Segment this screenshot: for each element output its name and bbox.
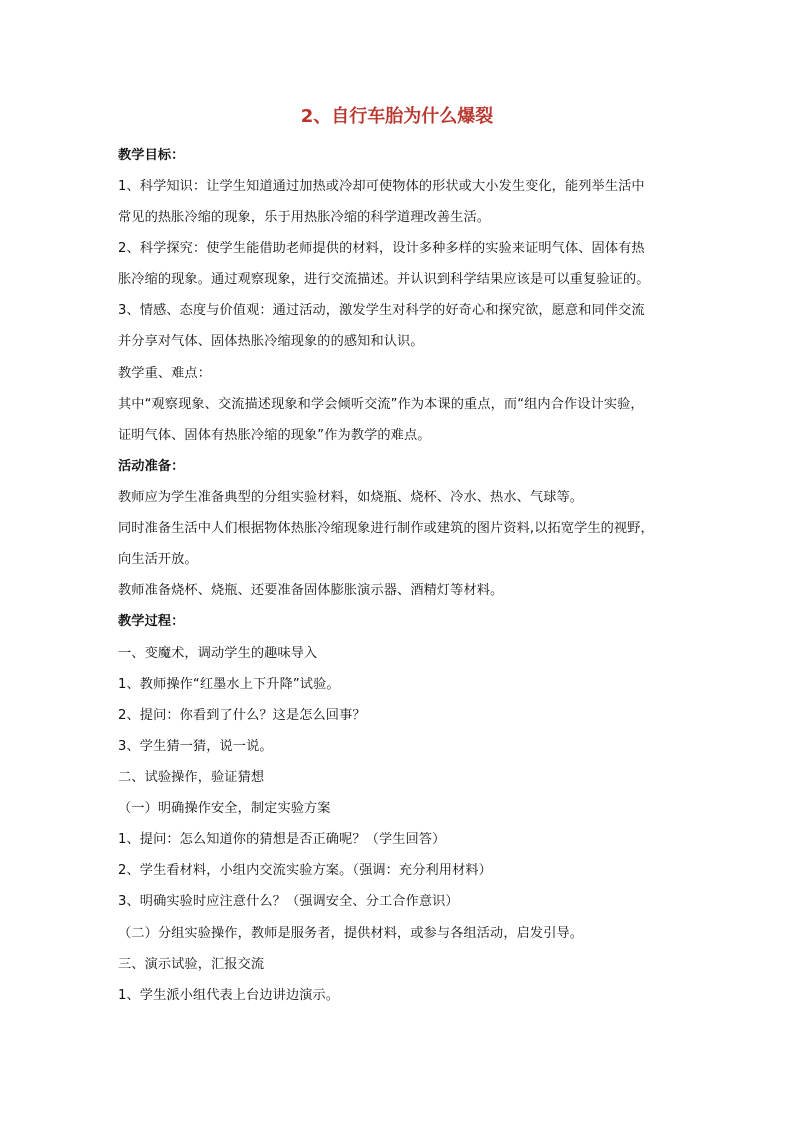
- process-section-2: 二、试验操作，验证猜想: [118, 770, 265, 785]
- heading-objectives: 教学目标：: [118, 148, 185, 163]
- preparation-3: 教师准备烧杯、烧瓶、还要准备固体膨胀演示器、酒精灯等材料。: [118, 583, 504, 598]
- preparation-2-line-1: 同时准备生活中人们根据物体热胀冷缩现象进行制作或建筑的图片资料,以拓宽学生的视野，: [118, 521, 654, 536]
- process-section-2-step-1: 1、提问：怎么知道你的猜想是否正确呢？（学生回答）: [118, 832, 446, 847]
- key-points-label: 教学重、难点：: [118, 366, 212, 381]
- process-section-1-step-1: 1、教师操作“红墨水上下升降”试验。: [118, 677, 340, 692]
- process-section-2-step-3: 3、明确实验时应注意什么？（强调安全、分工合作意识）: [118, 894, 459, 909]
- key-points-line-2: 证明气体、固体有热胀冷缩的现象”作为教学的难点。: [118, 428, 431, 443]
- heading-preparation: 活动准备：: [118, 459, 185, 474]
- key-points-line-1: 其中“观察现象、交流描述现象和学会倾听交流”作为本课的重点，而“组内合作设计实验，: [118, 397, 644, 412]
- objective-2-line-1: 2、科学探究：使学生能借助老师提供的材料，设计多种多样的实验来证明气体、固体有热: [118, 241, 645, 256]
- heading-process: 教学过程：: [118, 614, 185, 629]
- process-section-1: 一、变魔术，调动学生的趣味导入: [118, 646, 318, 661]
- process-section-2-part-b: （二）分组实验操作，教师是服务者，提供材料，或参与各组活动，启发引导。: [118, 926, 584, 941]
- process-section-2-step-2: 2、学生看材料，小组内交流实验方案。（强调：充分利用材料）: [118, 863, 492, 878]
- objective-1-line-1: 1、科学知识：让学生知道通过加热或冷却可使物体的形状或大小发生变化，能列举生活中: [118, 179, 645, 194]
- objective-1-line-2: 常见的热胀冷缩的现象，乐于用热胀冷缩的科学道理改善生活。: [118, 210, 491, 225]
- preparation-1: 教师应为学生准备典型的分组实验材料，如烧瓶、烧杯、冷水、热水、气球等。: [118, 490, 584, 505]
- objective-3-line-1: 3、情感、态度与价值观：通过活动，激发学生对科学的好奇心和探究欲，愿意和同伴交流: [118, 303, 645, 318]
- process-section-1-step-2: 2、提问：你看到了什么？这是怎么回事？: [118, 708, 366, 723]
- page-title: 2、自行车胎为什么爆裂: [300, 106, 494, 127]
- process-section-1-step-3: 3、学生猜一猜，说一说。: [118, 739, 273, 754]
- process-section-2-part-a: （一）明确操作安全，制定实验方案: [118, 801, 331, 816]
- preparation-2-line-2: 向生活开放。: [118, 552, 198, 567]
- process-section-3: 三、演示试验，汇报交流: [118, 957, 265, 972]
- process-section-3-step-1: 1、学生派小组代表上台边讲边演示。: [118, 988, 340, 1003]
- objective-3-line-2: 并分享对气体、固体热胀冷缩现象的的感知和认识。: [118, 334, 424, 349]
- objective-2-line-2: 胀冷缩的现象。通过观察现象，进行交流描述。并认识到科学结果应该是可以重复验证的。: [118, 272, 650, 287]
